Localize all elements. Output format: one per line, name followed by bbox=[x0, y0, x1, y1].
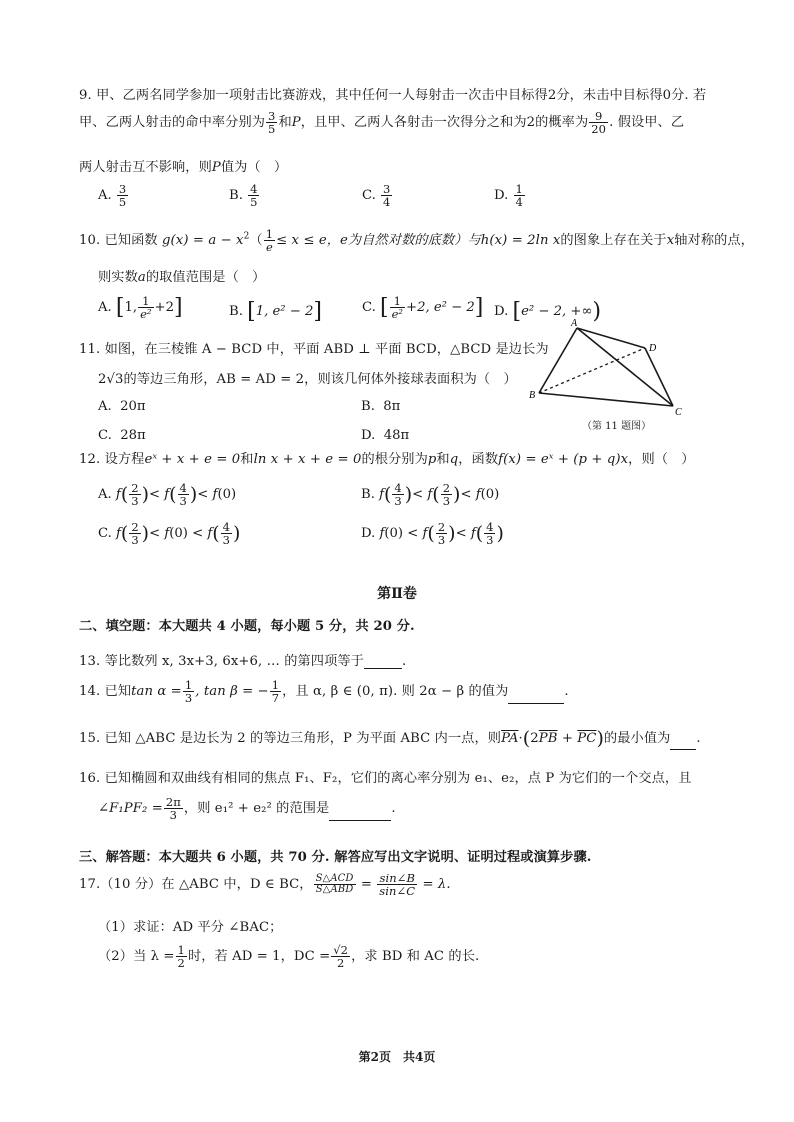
part-2-title: 第Ⅱ卷 bbox=[377, 586, 417, 602]
q10-option-b: B. [1, e² − 2] bbox=[229, 299, 322, 324]
q10-line1: 10. 已知函数 $g(x) = a - x^2$（ $\frac{1}{e}$ ≤ x ≤ e，e为自然对数的底数）与h(x) = 2ln x的图象上存在关于x轴对称的点， bbox=[79, 227, 754, 255]
q12-option-c: C. f( $\frac{2}{3}$ )< f(0) < f( $\frac{4}{3}$ ) bbox=[98, 520, 241, 548]
section-3-heading: 三、解答题：本大题共 6 小题，共 70 分. 解答应写出文字说明、证明过程或演算步骤. bbox=[79, 850, 592, 865]
vertex-d-label: D bbox=[649, 343, 657, 354]
edge-ba bbox=[539, 328, 577, 393]
q15: 15. 已知 △ABC 是边长为 2 的等边三角形，P 为平面 ABC 内一点，则$\overline{PA}\cdot(2\overline{PB} + \overline{PC})$的最小值为 . bbox=[79, 727, 701, 750]
q14: 14. 已知tan α = $\frac{1}{3}$ , tan β = − $\frac{1}{7}$ ，且 α, β ∈ (0, π). 则 2α − β 的值为 . bbox=[79, 678, 569, 706]
q11-option-c: C. 28π bbox=[98, 428, 146, 443]
q16-answer-blank[interactable] bbox=[329, 808, 391, 821]
page-number: 第2页 共4页 bbox=[358, 1050, 436, 1064]
vertex-c-label: C bbox=[675, 407, 682, 418]
q11-line2: 2√3的等边三角形，AB = AD = 2，则该几何体外接球表面积为（ ） bbox=[98, 372, 517, 387]
q16-line2: ∠F₁PF₂ = $\frac{2\pi}{3}$ ，则 e₁² + e₂² 的范围是 . bbox=[98, 795, 396, 823]
q11-line1: 11. 如图，在三棱锥 A − BCD 中，平面 ABD ⊥ 平面 BCD，△BCD 是边长为 bbox=[79, 342, 549, 357]
q11-option-b: B. 8π bbox=[361, 399, 401, 414]
q13: 13. 等比数列 x, 3x+3, 6x+6, … 的第四项等于 . bbox=[79, 654, 407, 669]
q9-option-d: D. $\frac{1}{4}$ bbox=[494, 182, 523, 210]
q15-answer-blank[interactable] bbox=[670, 737, 696, 750]
q9-line2: 甲、乙两人射击的命中率分别为 $\frac{3}{5}$ 和P，且甲、乙两人各射击一次得分之和为2的概率为 $\frac{9}{20}$ . 假设甲、乙 bbox=[79, 109, 685, 137]
q17-part-1: （1）求证：AD 平分 ∠BAC； bbox=[98, 920, 283, 935]
q12-option-d: D. f(0) < f( $\frac{2}{3}$ )< f( $\frac{4}{3}$ ) bbox=[361, 520, 504, 548]
q12-line1: 12. 设方程eˣ + x + e = 0和ln x + x + e = 0的根分别为p和q，函数f(x) = eˣ + (p + q)x，则（ ） bbox=[79, 452, 695, 467]
edge-dc bbox=[645, 348, 673, 406]
edge-ac bbox=[577, 328, 673, 406]
q10-line2: 则实数a的取值范围是（ ） bbox=[98, 270, 266, 285]
q9-frac-3-5: $\frac{3}{5}$ bbox=[268, 109, 276, 137]
q9-frac-9-20: $\frac{9}{20}$ bbox=[591, 109, 607, 137]
q9-option-b: B. $\frac{4}{5}$ bbox=[229, 182, 258, 210]
q10-option-a: A. [1, $\frac{1}{\text{e²}}$ +2] bbox=[98, 294, 183, 322]
q9-line3: 两人射击互不影响，则P值为（ ） bbox=[79, 160, 288, 175]
section-2-heading: 二、填空题：本大题共 4 小题，每小题 5 分，共 20 分. bbox=[79, 619, 415, 634]
q17-part-2: （2）当 λ = $\frac{1}{2}$ 时，若 AD = 1，DC = $\frac{√2}{2}$ ，求 BD 和 AC 的长. bbox=[98, 943, 480, 971]
q9-option-c: C. $\frac{3}{4}$ bbox=[362, 182, 391, 210]
q11-option-a: A. 20π bbox=[98, 399, 146, 414]
q9-option-a: A. $\frac{3}{5}$ bbox=[98, 182, 127, 210]
q11-option-d: D. 48π bbox=[361, 428, 410, 443]
q16-line1: 16. 已知椭圆和双曲线有相同的焦点 F₁、F₂，它们的离心率分别为 e₁、e₂，点 P 为它们的一个交点，且 bbox=[79, 771, 692, 786]
q13-answer-blank[interactable] bbox=[364, 656, 402, 669]
q12-option-a: A. f( $\frac{2}{3}$ )< f( $\frac{4}{3}$ )< f(0) bbox=[98, 481, 237, 509]
q10-option-c: C. [ $\frac{1}{\text{e²}}$ +2, e² − 2] bbox=[362, 294, 484, 322]
q17-stem: 17.（10 分）在 △ABC 中，D ∈ BC， $\frac{\text{S△ACD}}{\text{S△ABD}}$ = $\frac{\sin\angle B}{\sin\angle C}$ = λ. bbox=[79, 871, 451, 899]
q14-answer-blank[interactable] bbox=[508, 691, 564, 704]
vertex-b-label: B bbox=[529, 390, 536, 401]
vertex-a-label: A bbox=[571, 318, 578, 329]
figure-caption: （第 11 题图） bbox=[582, 421, 652, 432]
edge-ad bbox=[577, 328, 645, 348]
q10-option-d: D. [e² − 2, +∞) bbox=[494, 299, 602, 324]
tetrahedron-figure bbox=[525, 318, 700, 433]
q12-option-b: B. f( $\frac{4}{3}$ )< f( $\frac{2}{3}$ )< f(0) bbox=[361, 481, 500, 509]
edge-bc bbox=[539, 393, 673, 406]
q9-line1: 9. 甲、乙两名同学参加一项射击比赛游戏，其中任何一人每射击一次击中目标得2分，未击中目标得0分. 若 bbox=[79, 88, 707, 103]
